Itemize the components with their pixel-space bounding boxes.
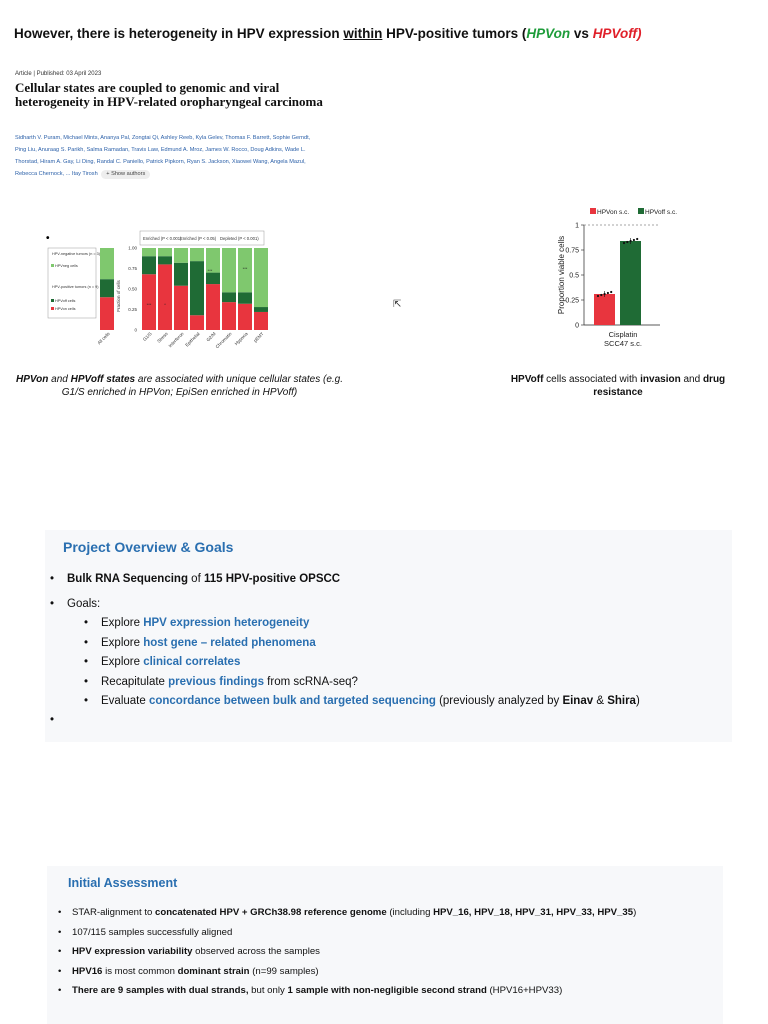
cap2-and: and (680, 374, 703, 385)
x-tick-label: Stress (156, 331, 169, 344)
x-tick-label: pEMT (252, 331, 265, 344)
bullet-icon: • (84, 656, 89, 668)
bar-segment (174, 286, 188, 330)
bar-segment (222, 302, 236, 330)
bullet-icon: • (50, 597, 55, 610)
data-point (636, 238, 638, 240)
list-item (58, 903, 637, 923)
goals-list (84, 614, 640, 712)
y-axis-label: Fraction of cells (116, 280, 121, 312)
list-item (50, 595, 340, 615)
bar-segment (158, 264, 172, 330)
viability-bars (594, 238, 641, 325)
cap2-invasion: invasion (640, 374, 681, 385)
tumor-legend-box (48, 248, 101, 318)
bar-segment (222, 248, 236, 292)
y-axis-ticks (128, 246, 137, 333)
bullet-icon: • (58, 985, 62, 996)
bar-segment (206, 273, 220, 284)
bar-segment (190, 261, 204, 315)
goal5-pre: Evaluate (101, 695, 149, 707)
left-figure-caption (12, 373, 347, 399)
initial-assessment-list (58, 903, 637, 1001)
goal4-post: from scRNA-seq? (263, 675, 358, 688)
bar-segment (254, 248, 268, 307)
i5-bold: There are 9 samples with (72, 985, 189, 996)
article-meta: Article | Published: 03 April 2023 (15, 71, 102, 77)
goal3-pre: Explore (101, 656, 144, 668)
headline-text: However, there is heterogeneity in HPV expression (14, 26, 344, 41)
bar-segment (190, 248, 204, 261)
viability-y-tick: 0.75 (565, 247, 579, 255)
viability-y-axis-label: Proportion viable cells (557, 235, 566, 315)
author-list[interactable]: Sidharth V. Puram, Michael Mints, Ananya Pal, Zongtai Qi, Ashley Reeb, Kyla Gelev, Thomas F. Barrett, Sophie Gerndt, Ping Liu, Anuraag S. Parikh, Salma Ramadan, Travis Law, Edmund A. Mroz, James W. Rocco, Doug Adkins, Wade L. Thorstad, Hiram A. Gay, Li Ding, Randal C. Paniello, Patrick Pipkorn, Ryan S. Jackson, Xiaowei Wang, Angela Mazul, Rebecca Chernock, ... Itay Tirosh (15, 135, 311, 177)
bullet-icon: • (58, 965, 62, 977)
significance-mark: *** (146, 302, 152, 307)
right-figure-caption (500, 373, 736, 399)
bar-segment (142, 248, 156, 256)
cap2-mid: cells associated with (543, 374, 641, 385)
bullet-icon: • (84, 675, 89, 688)
goal1-pre: Explore (101, 617, 144, 629)
legend-hpvpos-tumors: HPV-positive tumors (n = 9) (52, 285, 99, 289)
i4-mid: is most common (102, 965, 178, 977)
significance-mark: *** (242, 266, 248, 271)
legend-hpvneg-cells: HPVneg cells (55, 264, 78, 268)
bar-segment (142, 256, 156, 274)
data-point (630, 240, 632, 242)
i5-bold2: dual strands, (188, 985, 249, 996)
list-item (50, 570, 341, 590)
data-point (604, 293, 606, 295)
bar-segment (158, 248, 172, 256)
x-axis-labels (96, 331, 264, 350)
i5-bold3: 1 sample with non-negligible second strand (287, 985, 487, 996)
sig-depleted-001: Depleted (P < 0.001) (220, 236, 259, 241)
viability-y-tick: 0.5 (569, 272, 579, 280)
goal5-shira: Shira (607, 695, 636, 707)
article-authors (15, 132, 315, 180)
y-tick-label: 0 (134, 327, 137, 333)
cap-hpvoff: HPVoff (70, 374, 104, 385)
bullet-icon: • (84, 636, 89, 649)
goal5-amp: & (593, 695, 608, 707)
b1-bold2: 115 HPV-positive OPSCC (203, 573, 341, 585)
x-tick-label: Chromatin (214, 331, 233, 350)
b1-bold: Bulk RNA Sequencing (67, 573, 188, 585)
bar-segment (254, 307, 268, 312)
y-tick-label: 0.25 (128, 307, 137, 312)
i1-strains: HPV_16, HPV_18, HPV_31, HPV_33, HPV_35 (433, 907, 634, 918)
goal3-blue: clinical correlates (143, 656, 241, 668)
goal4-pre: Recapitulate (101, 675, 169, 688)
goal5-post: (previously analyzed by (435, 695, 563, 707)
headline-close: ) (636, 26, 642, 41)
overview-list (50, 570, 341, 614)
bullet-icon: • (58, 946, 62, 957)
i1-bold: concatenated HPV + GRCh38.98 reference genome (155, 907, 387, 918)
viability-y-tick: 1 (575, 222, 579, 230)
y-tick-label: 0.75 (128, 266, 137, 271)
list-item (84, 673, 640, 693)
cap-rest: are associated with unique cellular states (e.g. G1/S enriched in HPVon; EpiSen enriched in HPVoff) (61, 374, 344, 398)
b1-of: of (187, 573, 204, 585)
initial-assessment-title: Initial Assessment (68, 876, 178, 890)
i1-pre: STAR-alignment to (72, 907, 155, 918)
viability-bar-chart (550, 200, 678, 350)
slide-headline (14, 26, 759, 41)
i5-post: (HPV16+HPV33) (486, 985, 563, 996)
cap2-drug: drug resistance (593, 374, 726, 398)
headline-hpvon: HPVon (526, 26, 571, 41)
sig-enriched-005: Enriched (P < 0.05) (180, 236, 217, 241)
i3-bold: HPV expression variability (72, 946, 193, 957)
legend-hpvoff-cells: HPVoff cells (55, 299, 76, 303)
legend-hpvoff-sc: HPVoff s.c. (645, 209, 678, 216)
viability-bar (594, 294, 615, 325)
viability-bar (620, 241, 641, 325)
bullet-icon: • (58, 907, 62, 918)
list-item (58, 923, 636, 943)
cap-hpvon: HPVon (15, 374, 49, 385)
headline-within: within (343, 26, 383, 41)
bullet-icon: • (84, 695, 89, 707)
mouse-cursor-icon: ⇱ (393, 299, 402, 310)
list-item (84, 614, 640, 634)
goal5-einav: Einav (562, 695, 594, 707)
goal4-blue: previous findings (168, 675, 264, 688)
i2-text: 107/115 samples successfully aligned (72, 926, 233, 938)
list-item (84, 634, 640, 654)
bar-segment (190, 315, 204, 330)
data-point (597, 295, 599, 297)
viability-y-tick: 0 (575, 322, 579, 330)
goal2-pre: Explore (101, 636, 144, 649)
x-tick-label: G2/M (205, 331, 217, 343)
panel-bullet: • (46, 233, 50, 244)
bar-segment (158, 256, 172, 264)
viability-legend (590, 208, 677, 216)
goal5-blue: concordance between bulk and targeted sequencing (148, 695, 436, 707)
i4-bold2: dominant strain (177, 965, 250, 977)
legend-hpvneg-tumors: HPV-negative tumors (n = 3) (52, 252, 101, 256)
i4-post: (n=99 samples) (249, 965, 319, 977)
data-point (607, 292, 609, 294)
bullet-icon: • (58, 926, 62, 938)
i1-close: ) (633, 907, 637, 918)
data-point (626, 241, 628, 243)
legend-hpvon-cells: HPVon cells (55, 307, 76, 311)
x-tick-label: Interferon (167, 331, 185, 349)
i5-mid: but only (248, 985, 288, 996)
list-item (84, 692, 640, 712)
y-tick-label: 1.00 (128, 245, 137, 251)
bar-segment (206, 284, 220, 330)
legend-hpvon-sc: HPVon s.c. (597, 209, 630, 216)
goal2-blue: host gene – related phenomena (143, 636, 316, 649)
list-item (58, 942, 636, 962)
data-point (623, 242, 625, 244)
x-tick-label: G1/S (141, 331, 153, 342)
i1-mid: (including (386, 907, 434, 918)
cap-and: and (48, 374, 71, 385)
viability-y-tick: 0.25 (565, 297, 579, 305)
data-point (610, 291, 612, 293)
x-tick-label: All cells (96, 331, 111, 346)
cell-state-stacked-bar-chart (40, 226, 280, 368)
bar-segment (238, 304, 252, 330)
bar-segment (222, 292, 236, 302)
goals-label: Goals: (67, 597, 101, 610)
headline-vs: vs (570, 26, 593, 41)
i4-bold: HPV16 (72, 965, 103, 977)
stacked-bars (100, 245, 268, 330)
headline-hpvoff: HPVoff (592, 26, 637, 41)
viability-xlabel-line1: Cisplatin (608, 330, 638, 339)
bar-segment (100, 297, 114, 330)
show-authors-button[interactable]: + Show authors (101, 170, 150, 179)
bar-segment (254, 312, 268, 330)
significance-legend (140, 231, 264, 245)
i3-post: observed across the samples (192, 946, 320, 957)
overview-title: Project Overview & Goals (63, 539, 234, 555)
data-point (633, 239, 635, 241)
x-tick-label: Epithelial (184, 331, 201, 348)
list-item (84, 653, 640, 673)
article-title: Cellular states are coupled to genomic and viral heterogeneity in HPV-related oropharyngeal carcinoma (15, 80, 323, 109)
bullet-icon: • (50, 714, 55, 726)
significance-mark: *** (207, 268, 213, 273)
list-item (58, 962, 636, 982)
headline-text-mid: HPV-positive tumors ( (382, 26, 527, 41)
sig-enriched-001: Enriched (P < 0.001) (143, 236, 182, 241)
x-tick-label: Hypoxia (233, 331, 249, 347)
goal1-blue: HPV expression heterogeneity (143, 617, 310, 629)
bar-segment (174, 248, 188, 263)
viability-xlabel-line2: SCC47 s.c. (604, 339, 642, 348)
bar-segment (238, 292, 252, 303)
cap2-hpvoff: HPVoff (510, 374, 544, 385)
list-item (58, 981, 636, 1001)
bullet-icon: • (50, 573, 55, 585)
y-tick-label: 0.50 (128, 286, 137, 292)
cap-states: states (103, 374, 136, 385)
data-point (600, 294, 602, 296)
bar-segment (174, 263, 188, 286)
bar-segment (100, 248, 114, 279)
goal5-close: ) (635, 695, 640, 707)
significance-mark: * (164, 302, 166, 307)
bar-segment (100, 279, 114, 297)
bullet-icon: • (84, 617, 89, 629)
